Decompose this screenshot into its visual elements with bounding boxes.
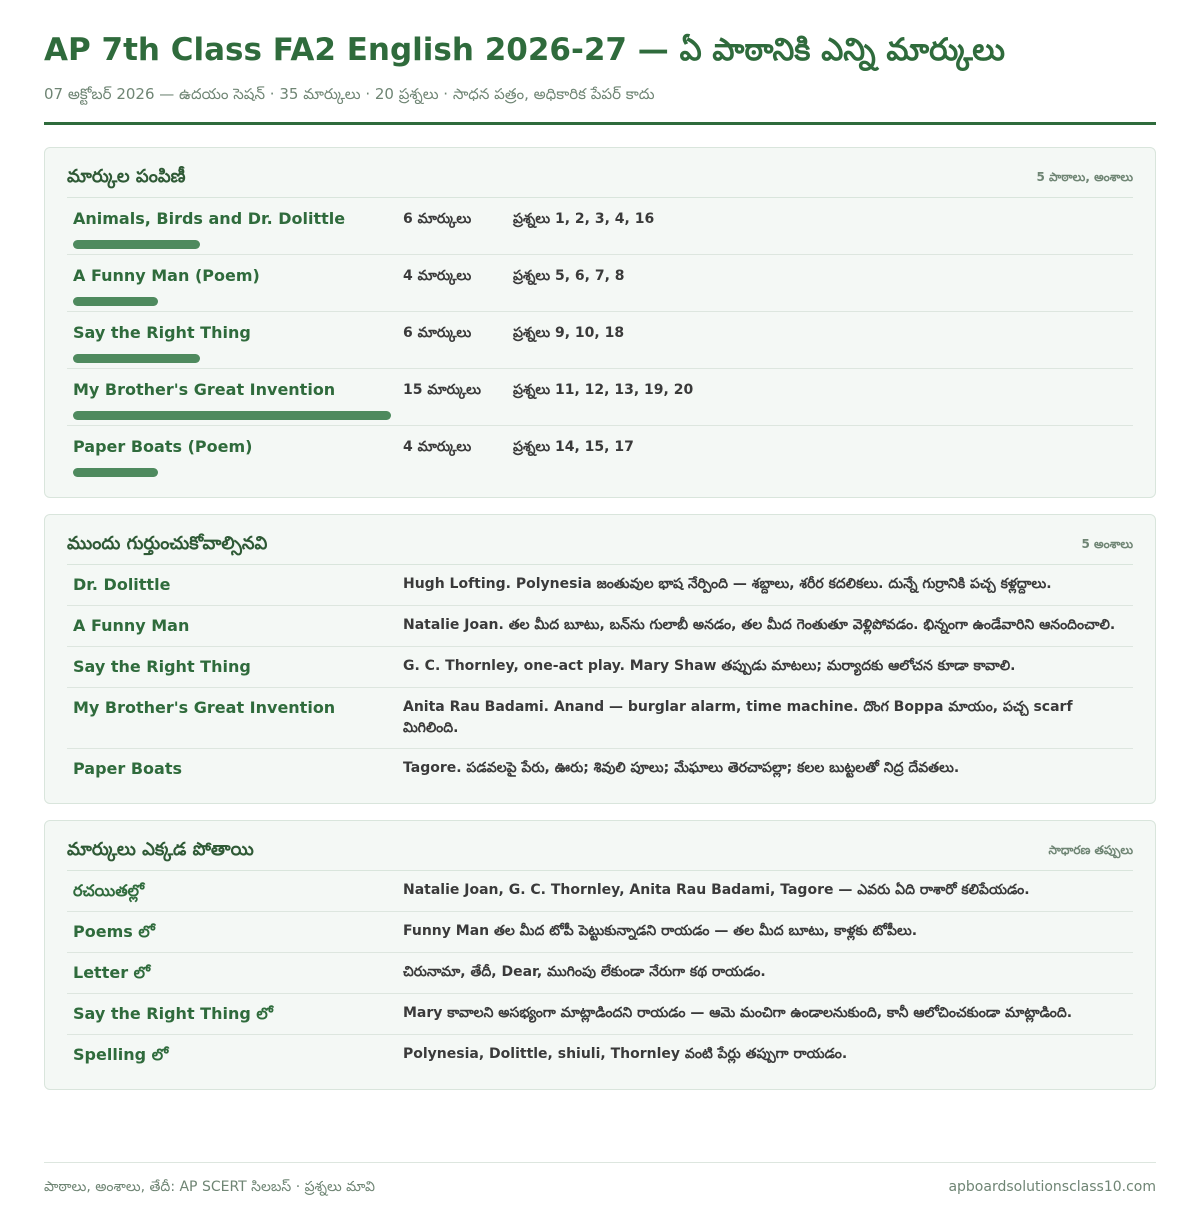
marks-bar <box>73 411 391 420</box>
row-value: G. C. Thornley, one-act play. Mary Shaw తప్పుడు మాటలు; మర్యాదకు ఆలోచన కూడా కావాలి. <box>403 658 1016 674</box>
lesson-name: A Funny Man (Poem) <box>73 266 260 285</box>
distribution-row <box>67 426 1133 483</box>
lesson-questions: ప్రశ్నలు 9, 10, 18 <box>513 325 625 341</box>
remember-row <box>67 606 1133 647</box>
card-header <box>67 833 1133 871</box>
marks-bar <box>73 297 158 306</box>
row-key: Say the Right Thing లో <box>73 1004 273 1023</box>
marks-bar <box>73 354 200 363</box>
lesson-marks: 4 మార్కులు <box>403 268 472 284</box>
mistake-row <box>67 912 1133 953</box>
footer-site-link[interactable]: apboardsolutionsclass10.com <box>948 1179 1156 1195</box>
distribution-row <box>67 312 1133 369</box>
page-title: AP 7th Class FA2 English 2026-27 — ఏ పాఠానికి ఎన్ని మార్కులు <box>44 32 1005 68</box>
lesson-name: Animals, Birds and Dr. Dolittle <box>73 209 346 228</box>
card-title: ముందు గుర్తుంచుకోవాల్సినవి <box>67 533 268 554</box>
row-value: Natalie Joan. తల మీద బూటు, బన్‌ను గులాబీ అనడం, తల మీద గెంతుతూ వెళ్లిపోవడం. భిన్నంగా ఉండేవారిని ఆనందించాలి. <box>403 617 1116 633</box>
marks-distribution-card <box>44 147 1156 498</box>
row-key: My Brother's Great Invention <box>73 698 336 717</box>
remember-row <box>67 647 1133 688</box>
footer-source: పాఠాలు, అంశాలు, తేదీ: AP SCERT సిలబస్ · ప్రశ్నలు మావి <box>44 1179 376 1195</box>
page-subtitle: 07 అక్టోబర్ 2026 — ఉదయం సెషన్ · 35 మార్కులు · 20 ప్రశ్నలు · సాధన పత్రం, అధికారిక పేపర్ కాదు <box>44 85 655 103</box>
lesson-questions: ప్రశ్నలు 5, 6, 7, 8 <box>513 268 625 284</box>
remember-list <box>67 565 1133 789</box>
remember-card <box>44 514 1156 804</box>
card-header <box>67 527 1133 565</box>
mistakes-list <box>67 871 1133 1075</box>
lesson-marks: 15 మార్కులు <box>403 382 481 398</box>
card-meta: 5 అంశాలు <box>1081 537 1133 551</box>
marks-bar <box>73 468 158 477</box>
lesson-name: Say the Right Thing <box>73 323 251 342</box>
row-key: Dr. Dolittle <box>73 575 171 594</box>
card-title: మార్కుల పంపిణీ <box>67 166 186 187</box>
row-value: Tagore. పడవలపై పేరు, ఊరు; శివులి పూలు; మేఘాలు తెరచాపల్లా; కలల బుట్టలతో నిద్ర దేవతలు. <box>403 760 960 776</box>
row-value: Funny Man తల మీద టోపీ పెట్టుకున్నాడని రాయడం — తల మీద బూటు, కాళ్లకు టోపీలు. <box>403 923 918 939</box>
row-key: A Funny Man <box>73 616 190 635</box>
row-value: చిరునామా, తేదీ, Dear, ముగింపు లేకుండా నేరుగా కథ రాయడం. <box>403 964 766 980</box>
row-value: Polynesia, Dolittle, shiuli, Thornley వంటి పేర్లు తప్పుగా రాయడం. <box>403 1046 848 1062</box>
distribution-row <box>67 369 1133 426</box>
remember-row <box>67 688 1133 749</box>
lesson-name: Paper Boats (Poem) <box>73 437 253 456</box>
mistake-row <box>67 953 1133 994</box>
row-value: Hugh Lofting. Polynesia జంతువుల భాష నేర్పింది — శబ్దాలు, శరీర కదలికలు. దున్నే గుర్రానికి పచ్చ కళ్లద్దాలు. <box>403 576 1052 592</box>
card-title: మార్కులు ఎక్కడ పోతాయి <box>67 839 254 860</box>
row-key: రచయితల్లో <box>73 881 145 900</box>
lesson-questions: ప్రశ్నలు 14, 15, 17 <box>513 439 634 455</box>
lesson-marks: 6 మార్కులు <box>403 325 472 341</box>
lesson-questions: ప్రశ్నలు 1, 2, 3, 4, 16 <box>513 211 655 227</box>
page-header <box>44 28 1156 125</box>
card-header <box>67 160 1133 198</box>
distribution-list <box>67 198 1133 483</box>
row-value: Mary కావాలని అసభ్యంగా మాట్లాడిందని రాయడం — ఆమె మంచిగా ఉండాలనుకుంది, కానీ ఆలోచించకుండా మాట్లాడింది. <box>403 1005 1073 1021</box>
lesson-questions: ప్రశ్నలు 11, 12, 13, 19, 20 <box>513 382 694 398</box>
mistakes-card <box>44 820 1156 1090</box>
card-meta: సాధారణ తప్పులు <box>1048 843 1133 857</box>
row-value: Natalie Joan, G. C. Thornley, Anita Rau Badami, Tagore — ఎవరు ఏది రాశారో కలిపేయడం. <box>403 882 1030 898</box>
mistake-row <box>67 871 1133 912</box>
lesson-marks: 6 మార్కులు <box>403 211 472 227</box>
card-meta: 5 పాఠాలు, అంశాలు <box>1036 170 1133 184</box>
row-value: Anita Rau Badami. Anand — burglar alarm, time machine. దొంగ Boppa మాయం, పచ్చ scarf మిగిలింది. <box>403 699 1073 736</box>
remember-row <box>67 565 1133 606</box>
lesson-marks: 4 మార్కులు <box>403 439 472 455</box>
remember-row <box>67 749 1133 789</box>
lesson-name: My Brother's Great Invention <box>73 380 336 399</box>
page-footer <box>44 1162 1156 1198</box>
row-key: Poems లో <box>73 922 155 941</box>
distribution-row <box>67 198 1133 255</box>
distribution-row <box>67 255 1133 312</box>
marks-bar <box>73 240 200 249</box>
row-key: Spelling లో <box>73 1045 169 1064</box>
row-key: Paper Boats <box>73 759 183 778</box>
mistake-row <box>67 1035 1133 1075</box>
row-key: Letter లో <box>73 963 151 982</box>
row-key: Say the Right Thing <box>73 657 251 676</box>
mistake-row <box>67 994 1133 1035</box>
